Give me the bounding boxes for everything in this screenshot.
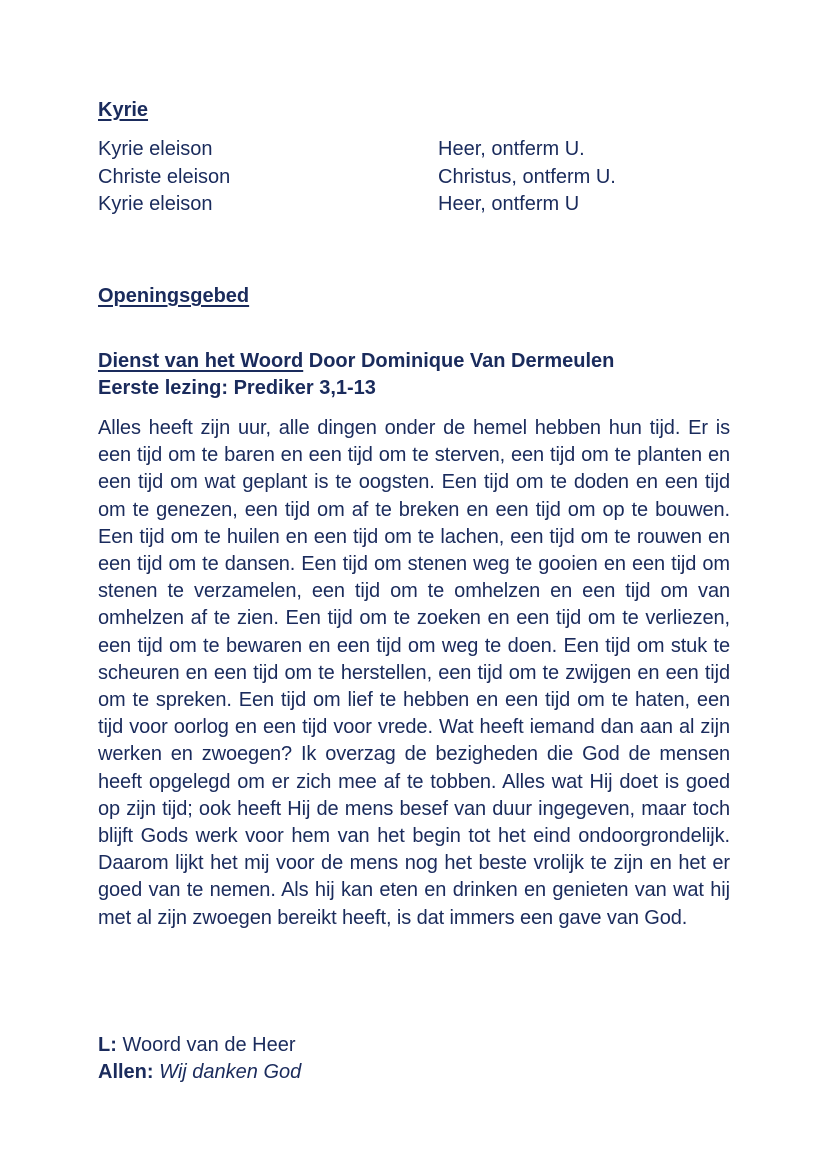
kyrie-heading: Kyrie — [98, 99, 149, 121]
response-lector-label: L: — [98, 1034, 117, 1056]
response-all-text: Wij danken God — [159, 1061, 302, 1083]
response-all — [98, 1059, 301, 1086]
kyrie-latin: Christe eleison — [98, 165, 231, 188]
reading-text: Alles heeft zijn uur, alle dingen onder de hemel hebben hun tijd. Er is een tijd om te baren en een tijd om te sterven, een tijd om te planten en een tijd om wat geplant is te oogsten. Een tijd om te doden en een tijd om te genezen, een tijd om af te breken en een tijd om op te bouwen. Een tijd om te huilen en een tijd om te lachen, een tijd om te rouwen en een tijd om te dansen. Een tijd om stenen weg te gooien en een tijd om stenen te verzamelen, een tijd om te omhelzen en een tijd om van omhelzen af te zien. Een tijd om te zoeken en een tijd om te verliezen, een tijd om te bewaren en een tijd om weg te doen. Een tijd om stuk te scheuren en een tijd om te herstellen, een tijd om te zwijgen en een tijd om te spreken. Een tijd om lief te hebben en een tijd om te haten, een tijd voor oorlog en een tijd voor vrede. Wat heeft iemand dan aan al zijn werken en zwoegen? Ik overzag de bezigheden die God de mensen heeft opgelegd om er zich mee af te tobben. Alles wat Hij doet is goed op zijn tijd; ook heeft Hij de mens besef van duur ingegeven, maar toch blijft Gods werk voor hem van het begin tot het eind ondoorgrondelijk. Daarom lijkt het mij voor de mens nog het beste vrolijk te zijn en het er goed van te nemen. Als hij kan eten en drinken en genieten van wat hij met al zijn zwoegen bereikt heeft, is dat immers een gave van God. — [98, 417, 730, 929]
kyrie-row — [98, 164, 738, 192]
kyrie-dutch: Christus, ontferm U. — [438, 165, 616, 188]
response-lector-text: Woord van de Heer — [116, 1034, 296, 1056]
kyrie-row — [98, 136, 738, 164]
kyrie-dutch: Heer, ontferm U — [438, 193, 580, 215]
response-all-label: Allen: — [98, 1061, 154, 1083]
openingsgebed-heading: Openingsgebed — [98, 285, 250, 307]
kyrie-latin: Kyrie eleison — [98, 138, 213, 160]
dienst-heading: Dienst van het Woord — [98, 350, 304, 372]
response-lector — [98, 1032, 296, 1059]
kyrie-dutch: Heer, ontferm U. — [438, 138, 585, 160]
kyrie-table — [98, 136, 738, 219]
dienst-heading-line — [98, 348, 614, 375]
dienst-leader: Door Dominique Van Dermeulen — [303, 350, 615, 372]
kyrie-latin: Kyrie eleison — [98, 193, 213, 215]
kyrie-row — [98, 191, 738, 219]
reading-title: Eerste lezing: Prediker 3,1-13 — [98, 377, 376, 399]
